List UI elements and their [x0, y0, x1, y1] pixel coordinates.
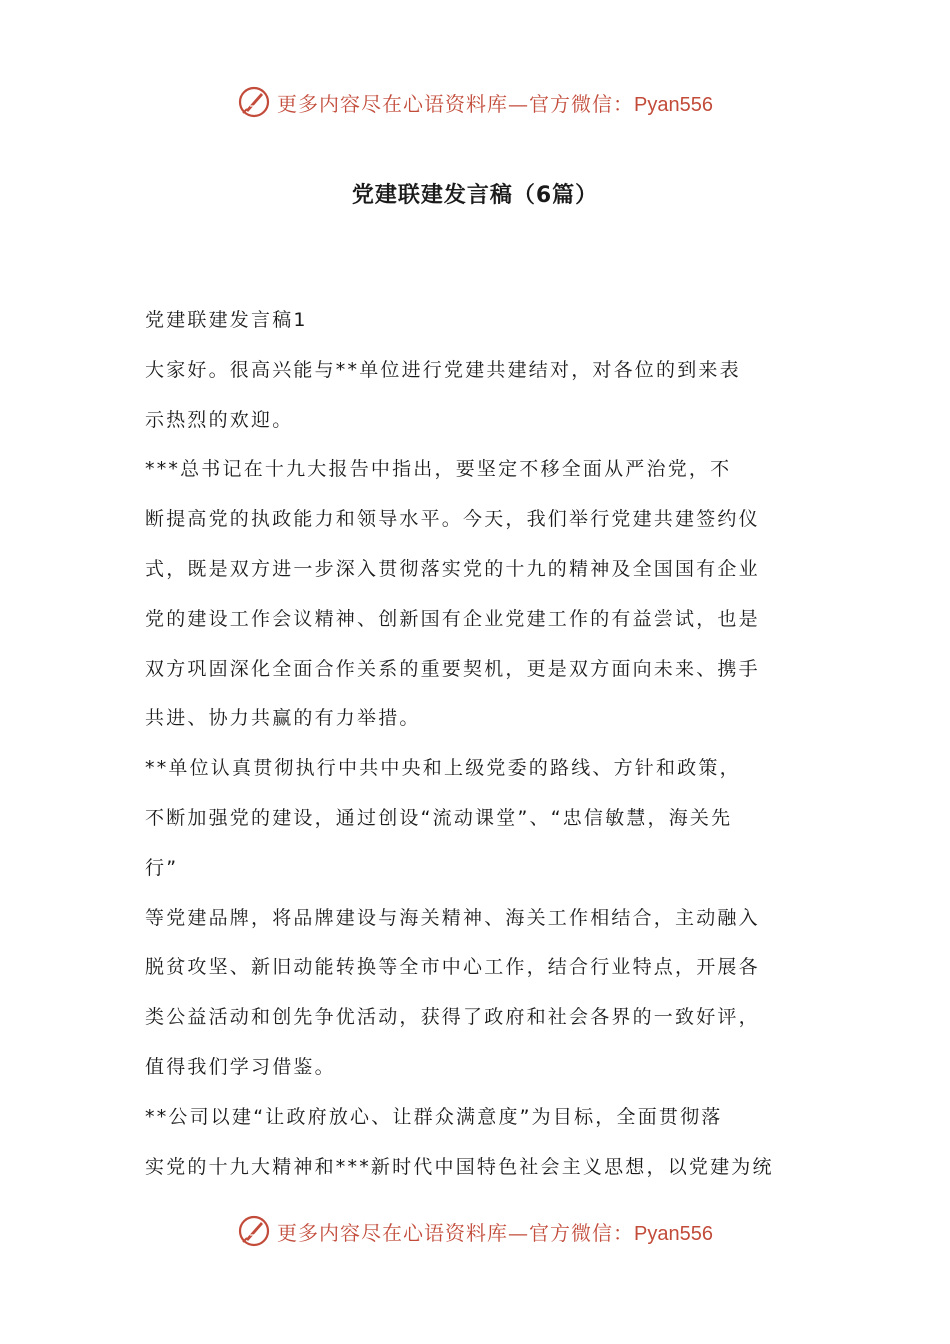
header-banner [0, 82, 950, 122]
text-line: 值得我们学习借鉴。 [145, 1055, 336, 1078]
text-line: 不断加强党的建设，通过创设“流动课堂”、“忠信敏慧，海关先 [145, 806, 733, 829]
text-line: 示热烈的欢迎。 [145, 408, 294, 431]
footer-banner [0, 1211, 950, 1251]
text-line: 党的建设工作会议精神、创新国有企业党建工作的有益尝试，也是 [145, 607, 760, 630]
text-line: 等党建品牌，将品牌建设与海关精神、海关工作相结合，主动融入 [145, 906, 760, 929]
text-line: 共进、协力共赢的有力举措。 [145, 707, 421, 730]
text-line: 式，既是双方进一步深入贯彻落实党的十九的精神及全国国有企业 [145, 557, 760, 580]
document-title: 党建联建发言稿（6篇） [351, 183, 599, 208]
text-line: 行” [145, 856, 179, 879]
text-line: 大家好。很高兴能与**单位进行党建共建结对，对各位的到来表 [145, 358, 741, 381]
text-line: ***总书记在十九大报告中指出，要坚定不移全面从严治党，不 [145, 458, 732, 481]
document-body [145, 296, 810, 1192]
quill-logo-icon [237, 85, 271, 119]
footer-banner-text: 更多内容尽在心语资料库—官方微信：Pyan556 [277, 1220, 713, 1245]
wechat-id: Pyan556 [634, 93, 713, 116]
header-banner-text: 更多内容尽在心语资料库—官方微信：Pyan556 [277, 91, 713, 116]
text-line: 脱贫攻坚、新旧动能转换等全市中心工作，结合行业特点，开展各 [145, 956, 760, 979]
text-line: 断提高党的执政能力和领导水平。今天，我们举行党建共建签约仪 [145, 508, 760, 531]
quill-logo-icon [237, 1214, 271, 1248]
wechat-id: Pyan556 [634, 1222, 713, 1245]
section-heading: 党建联建发言稿1 [145, 309, 308, 331]
text-line: 双方巩固深化全面合作关系的重要契机，更是双方面向未来、携手 [145, 657, 760, 680]
text-line: **公司以建“让政府放心、让群众满意度”为目标，全面贯彻落 [145, 1105, 723, 1128]
text-line: 类公益活动和创先争优活动，获得了政府和社会各界的一致好评， [145, 1006, 760, 1029]
text-line: 实党的十九大精神和***新时代中国特色社会主义思想，以党建为统 [145, 1155, 774, 1178]
text-line: **单位认真贯彻执行中共中央和上级党委的路线、方针和政策， [145, 757, 741, 780]
